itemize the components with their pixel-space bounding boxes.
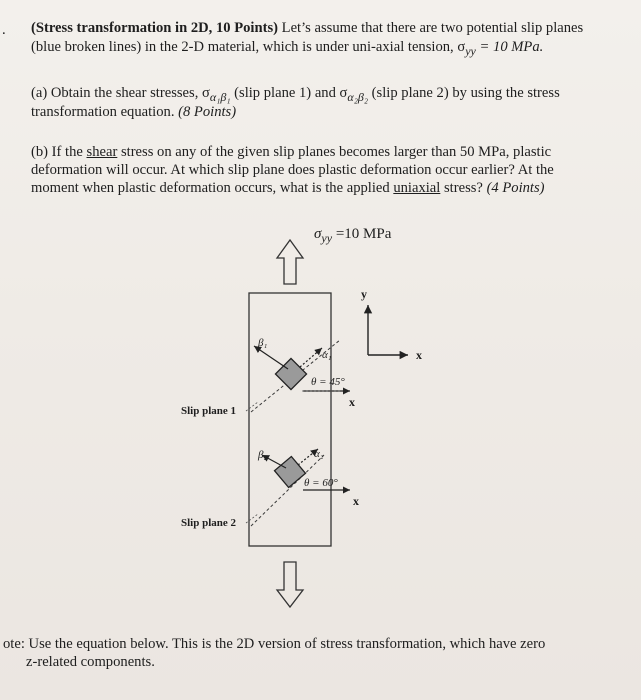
- note-line-1: ote: Use the equation below. This is the 2D version of stress transformation, which have zero: [3, 636, 546, 652]
- tension-arrow-top: [277, 240, 303, 284]
- part-b-text-1: (b) If the: [31, 144, 87, 160]
- sigma-subscript: yy: [465, 43, 476, 58]
- alpha2-label: α₂: [314, 448, 324, 460]
- question-bullet: .: [2, 22, 6, 38]
- part-b-text-2: stress on any of the given slip planes becomes larger than 50 MPa, plastic: [117, 144, 552, 160]
- part-a-points: (8 Points): [178, 104, 237, 120]
- part-b-shear: shear: [86, 144, 118, 160]
- alpha1-arrow: [300, 348, 322, 367]
- part-b-text-3: moment when plastic deformation occurs, what is the applied: [31, 180, 394, 196]
- sigma-value: =10 MPa: [332, 226, 392, 242]
- part-b-points: (4 Points): [486, 180, 545, 196]
- applied-stress-label: [314, 226, 391, 247]
- tension-arrow-bottom: [277, 562, 303, 607]
- question-intro: Let’s assume that there are two potential slip planes: [278, 20, 584, 36]
- note-line-2: z-related components.: [26, 654, 155, 670]
- part-b-text-4: stress?: [440, 180, 483, 196]
- slip-plane-2-pointer: [246, 514, 258, 523]
- theta1-label: θ = 45°: [311, 376, 345, 388]
- stress-value: = 10 MPa.: [475, 39, 544, 55]
- slip-plane-1-pointer: [246, 402, 258, 411]
- specimen-bar: [249, 293, 331, 546]
- subscript-plane-1: α₁β₁: [209, 89, 231, 104]
- beta2-label: β₂: [258, 449, 268, 461]
- theta2-label: θ = 60°: [304, 477, 338, 489]
- sigma-symbol: σ: [314, 226, 322, 242]
- question-line-2-text: (blue broken lines) in the 2-D material, which is under uni-axial tension, σ: [31, 39, 466, 55]
- slip-plane-1-label: Slip plane 1: [181, 405, 237, 417]
- part-a-text-1: (a) Obtain the shear stresses, σ: [31, 85, 210, 101]
- alpha1-label: α₁: [322, 349, 332, 361]
- question-title: (Stress transformation in 2D, 10 Points): [31, 20, 279, 36]
- subscript-plane-2: α₂β₂: [347, 89, 369, 104]
- x1-label: x: [349, 395, 355, 409]
- beta1-arrow: [254, 346, 288, 369]
- slip-plane-2-label: Slip plane 2: [181, 517, 237, 529]
- part-a-text-3: (slip plane 2) by using the stress: [368, 85, 560, 101]
- sigma-yy-sub: yy: [321, 231, 333, 245]
- x-axis-label: x: [416, 348, 422, 362]
- part-a-text-4: transformation equation.: [31, 104, 175, 120]
- part-b-uniaxial: uniaxial: [393, 180, 441, 196]
- beta1-label: β₁: [258, 337, 268, 349]
- part-b-line-2: deformation will occur. At which slip plane does plastic deformation occur earlier? At the: [31, 162, 554, 178]
- x2-label: x: [353, 494, 359, 508]
- part-a-text-2: (slip plane 1) and σ: [230, 85, 348, 101]
- y-axis-label: y: [361, 287, 367, 301]
- element-2: [275, 457, 306, 488]
